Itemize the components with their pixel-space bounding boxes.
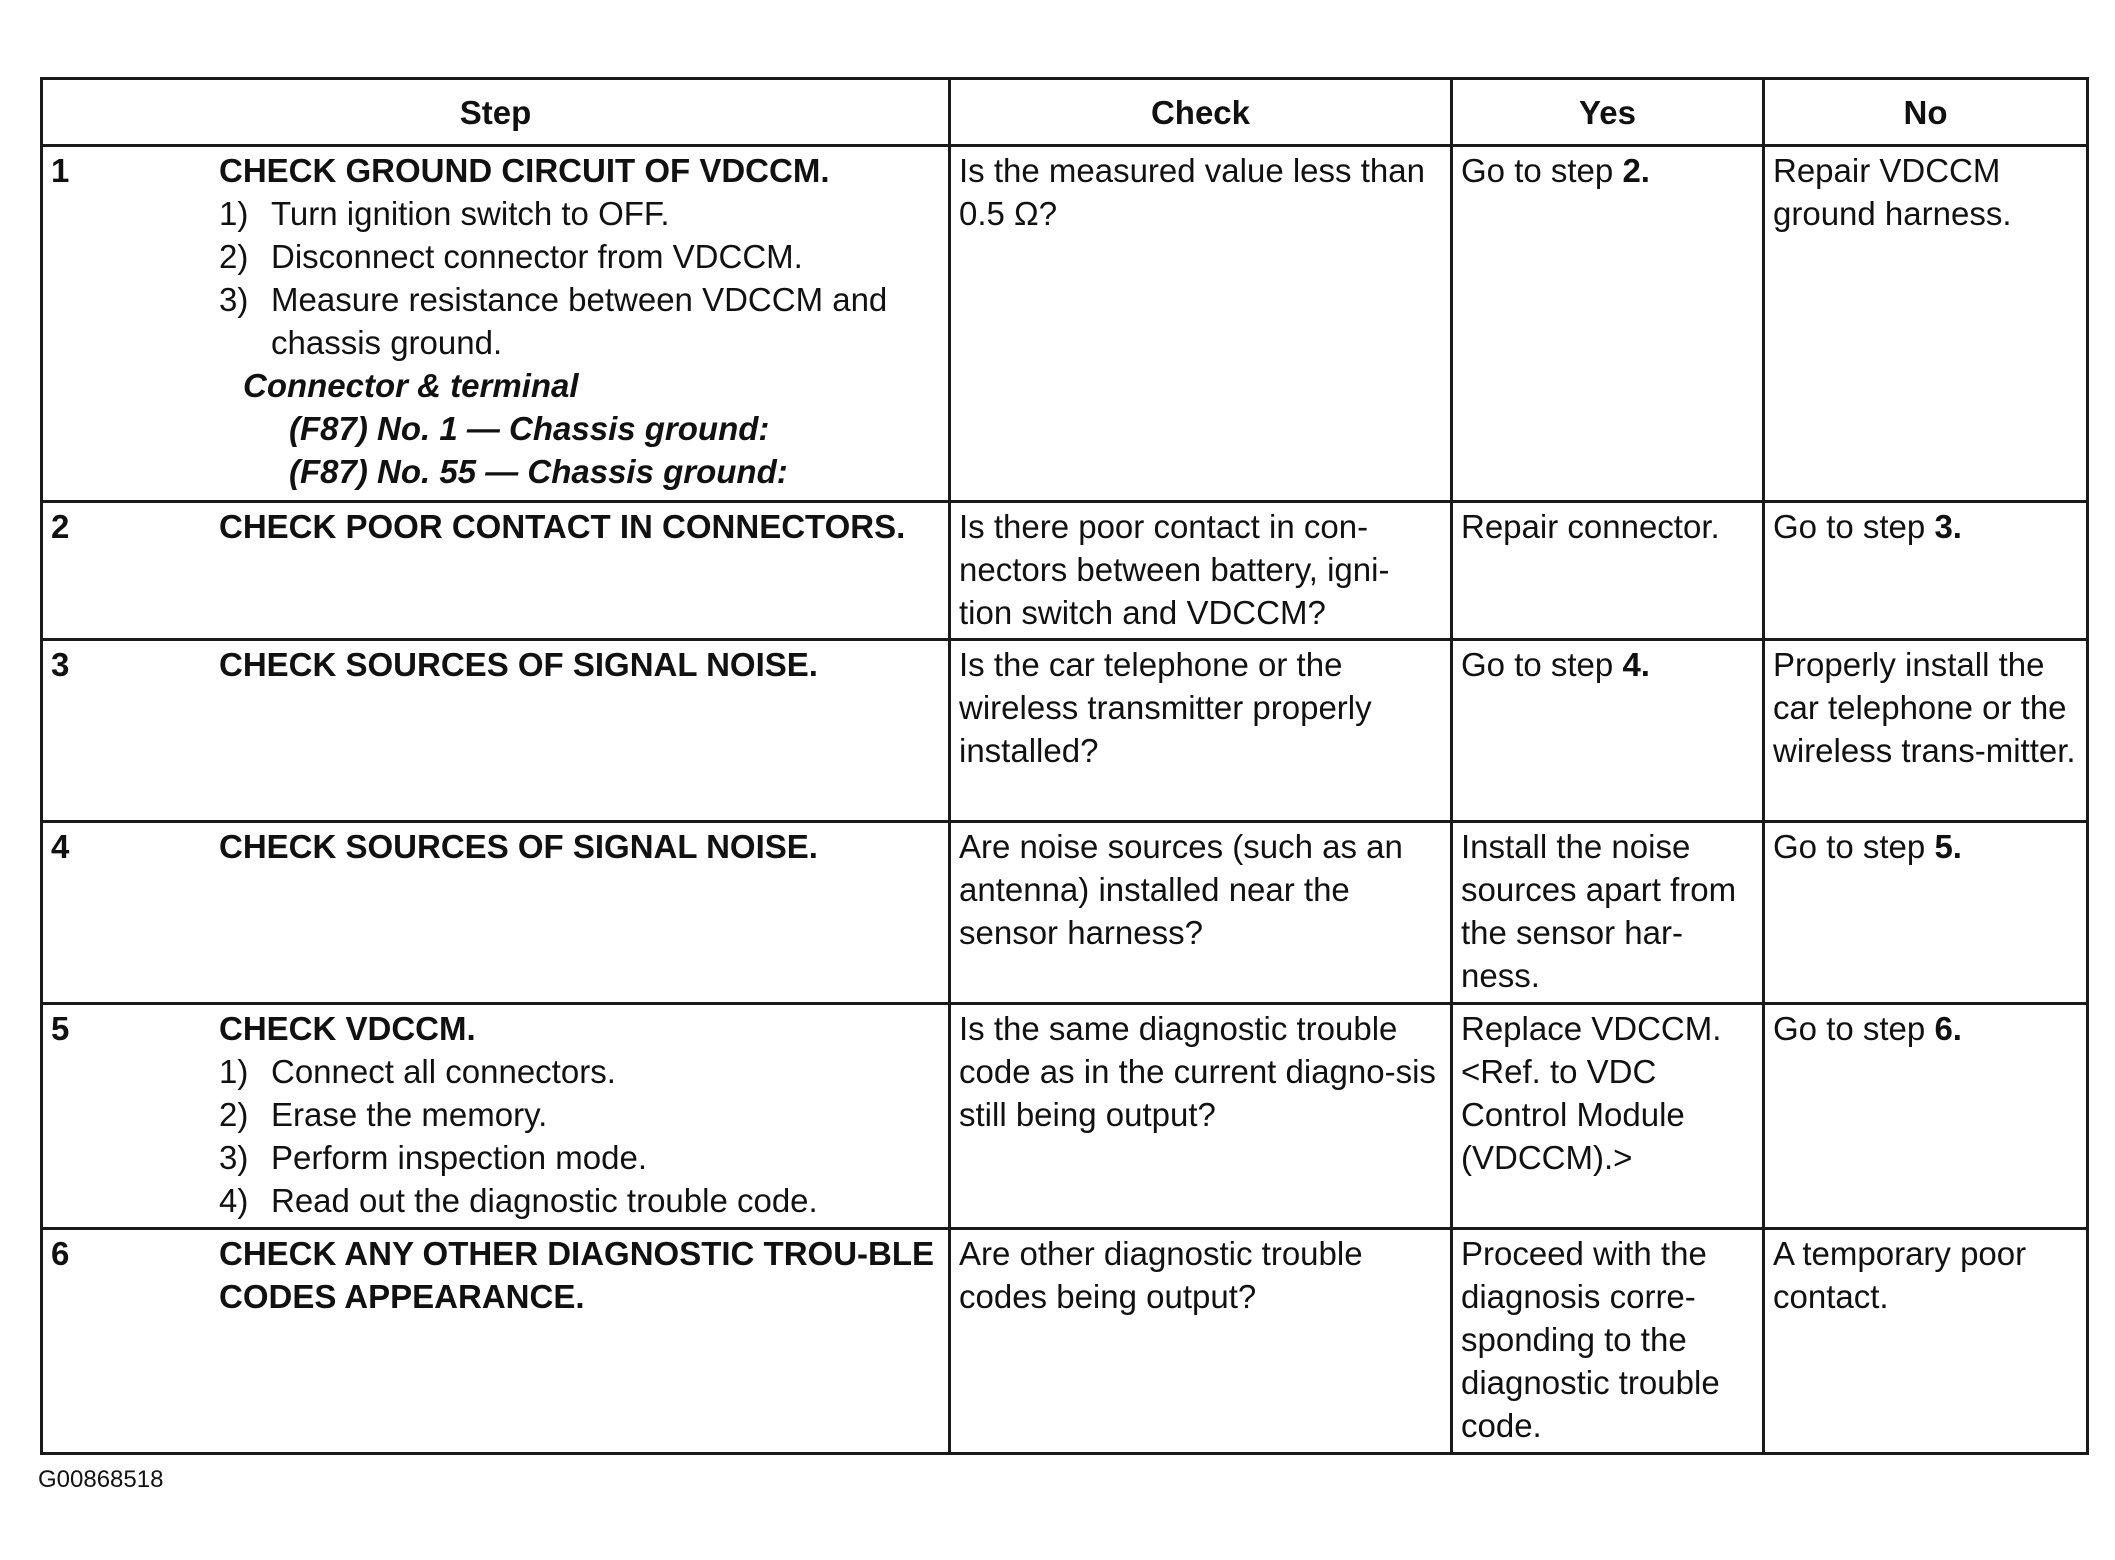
no-cell: Go to step 3. (1764, 502, 2088, 640)
connector-line: (F87) No. 55 — Chassis ground: (289, 453, 788, 490)
step-cell (42, 1229, 950, 1454)
header-yes: Yes (1452, 79, 1764, 146)
step-number: 5 (51, 1010, 70, 1047)
yes-cell: Repair connector. (1452, 502, 1764, 640)
step-number: 3 (51, 646, 70, 683)
step-cell (42, 640, 950, 822)
step-number: 2 (51, 508, 70, 545)
step-cell (42, 1004, 950, 1229)
substep-list (219, 192, 936, 364)
check-cell: Are other diagnostic trouble codes being output? (950, 1229, 1452, 1454)
substep: 3) Measure resistance between VDCCM and chassis ground. (219, 281, 888, 361)
substep: 4) Read out the diagnostic trouble code. (219, 1182, 818, 1219)
step-title: CHECK ANY OTHER DIAGNOSTIC TROU-BLE CODES APPEARANCE. (219, 1235, 935, 1315)
no-cell: A temporary poor contact. (1764, 1229, 2088, 1454)
step-title: CHECK GROUND CIRCUIT OF VDCCM. (219, 152, 830, 189)
no-cell: Go to step 5. (1764, 822, 2088, 1004)
diagnostic-table (40, 77, 2089, 1455)
header-check: Check (950, 79, 1452, 146)
table-row (42, 1004, 2088, 1229)
yes-cell: Install the noise sources apart from the sensor har-ness. (1452, 822, 1764, 1004)
table-row (42, 822, 2088, 1004)
step-title: CHECK POOR CONTACT IN CONNECTORS. (219, 508, 906, 545)
yes-cell: Proceed with the diagnosis corre-sponding to the diagnostic trouble code. (1452, 1229, 1764, 1454)
check-cell: Is there poor contact in con-nectors between battery, igni-tion switch and VDCCM? (950, 502, 1452, 640)
yes-cell: Go to step 4. (1452, 640, 1764, 822)
connector-title: Connector & terminal (243, 367, 579, 404)
no-cell: Properly install the car telephone or the wireless trans-mitter. (1764, 640, 2088, 822)
connector-line: (F87) No. 1 — Chassis ground: (289, 410, 770, 447)
substep-list (219, 1050, 936, 1222)
no-cell: Repair VDCCM ground harness. (1764, 146, 2088, 502)
table-row (42, 640, 2088, 822)
header-step: Step (42, 79, 950, 146)
step-number: 1 (51, 152, 70, 189)
step-title: CHECK SOURCES OF SIGNAL NOISE. (219, 646, 818, 683)
no-cell: Go to step 6. (1764, 1004, 2088, 1229)
check-cell: Is the measured value less than 0.5 Ω? (950, 146, 1452, 502)
step-title: CHECK SOURCES OF SIGNAL NOISE. (219, 828, 818, 865)
yes-cell: Replace VDCCM. <Ref. to VDC Control Module (VDCCM).> (1452, 1004, 1764, 1229)
table-row (42, 146, 2088, 502)
table-header-row (42, 79, 2088, 146)
header-no: No (1764, 79, 2088, 146)
substep: 3) Perform inspection mode. (219, 1139, 648, 1176)
table-row (42, 502, 2088, 640)
step-number: 4 (51, 828, 70, 865)
substep: 2) Disconnect connector from VDCCM. (219, 238, 803, 275)
step-cell (42, 822, 950, 1004)
step-cell (42, 146, 950, 502)
figure-code: G00868518 (38, 1466, 164, 1493)
substep: 2) Erase the memory. (219, 1096, 548, 1133)
substep: 1) Turn ignition switch to OFF. (219, 195, 670, 232)
substep: 1) Connect all connectors. (219, 1053, 616, 1090)
yes-cell: Go to step 2. (1452, 146, 1764, 502)
check-cell: Is the same diagnostic trouble code as in the current diagno-sis still being output? (950, 1004, 1452, 1229)
check-cell: Are noise sources (such as an antenna) installed near the sensor harness? (950, 822, 1452, 1004)
step-title: CHECK VDCCM. (219, 1010, 476, 1047)
table-row (42, 1229, 2088, 1454)
step-number: 6 (51, 1235, 70, 1272)
check-cell: Is the car telephone or the wireless transmitter properly installed? (950, 640, 1452, 822)
step-cell (42, 502, 950, 640)
